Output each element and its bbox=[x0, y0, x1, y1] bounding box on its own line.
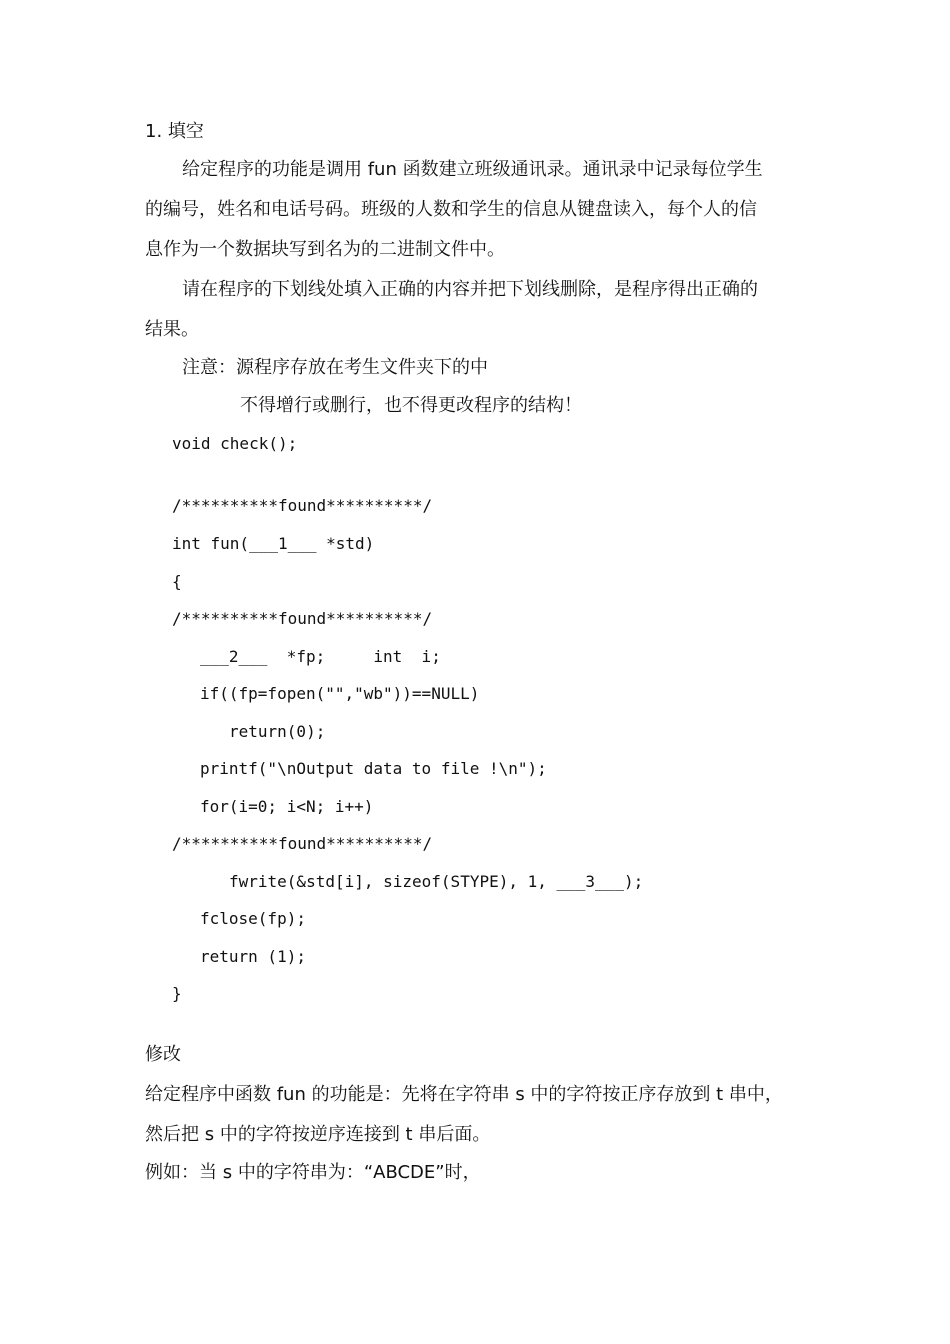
section2-desc-line2: 然后把 s 中的字符按逆序连接到 t 串后面。 bbox=[145, 1124, 491, 1145]
code-line: { bbox=[172, 572, 182, 591]
section1-desc-line2: 的编号，姓名和电话号码。班级的人数和学生的信息从键盘读入，每个人的信 bbox=[145, 199, 757, 220]
code-line: int fun(___1___ *std) bbox=[172, 534, 375, 553]
section1-note-line1: 注意：源程序存放在考生文件夹下的中 bbox=[182, 357, 488, 378]
code-line: return(0); bbox=[229, 722, 326, 741]
code-comment-found: /**********found**********/ bbox=[172, 496, 433, 515]
section2-heading: 修改 bbox=[145, 1044, 181, 1065]
section1-desc-line1: 给定程序的功能是调用 fun 函数建立班级通讯录。通讯录中记录每位学生 bbox=[182, 159, 763, 180]
code-comment-found: /**********found**********/ bbox=[172, 834, 433, 853]
section1-instr-line2: 结果。 bbox=[145, 319, 199, 340]
code-line: for(i=0; i<N; i++) bbox=[200, 797, 374, 816]
section1-note-line2: 不得增行或删行，也不得更改程序的结构！ bbox=[240, 395, 582, 416]
code-line: fwrite(&std[i], sizeof(STYPE), 1, ___3___); bbox=[229, 872, 644, 891]
code-line: fclose(fp); bbox=[200, 909, 306, 928]
code-comment-found: /**********found**********/ bbox=[172, 609, 433, 628]
code-line: ___2___ *fp; int i; bbox=[200, 647, 441, 666]
section1-desc-line3: 息作为一个数据块写到名为的二进制文件中。 bbox=[145, 239, 505, 260]
code-line: return (1); bbox=[200, 947, 306, 966]
section2-desc-line1: 给定程序中函数 fun 的功能是：先将在字符串 s 中的字符按正序存放到 t 串中， bbox=[145, 1084, 783, 1105]
section2-example: 例如：当 s 中的字符串为：“ABCDE”时， bbox=[145, 1162, 481, 1183]
code-line: void check(); bbox=[172, 434, 298, 453]
code-line: } bbox=[172, 984, 182, 1003]
code-line: if((fp=fopen("","wb"))==NULL) bbox=[200, 684, 480, 703]
section1-instr-line1: 请在程序的下划线处填入正确的内容并把下划线删除，是程序得出正确的 bbox=[182, 279, 758, 300]
code-line: printf("\nOutput data to file !\n"); bbox=[200, 759, 547, 778]
section1-heading: 1. 填空 bbox=[145, 121, 204, 142]
